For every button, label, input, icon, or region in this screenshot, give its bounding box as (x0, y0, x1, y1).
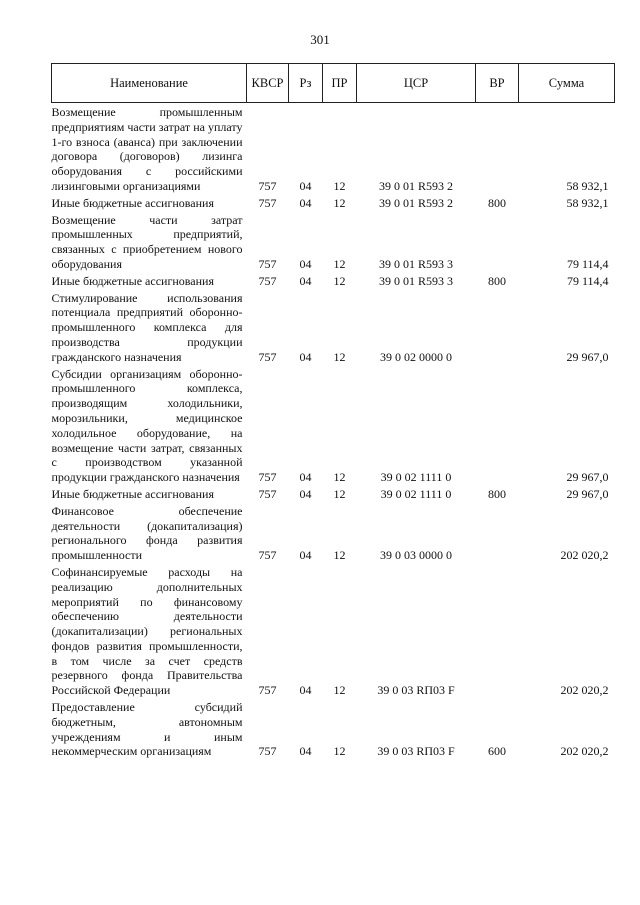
cell-csr: 39 0 02 1111 0 (380, 470, 452, 485)
table-row (52, 211, 615, 272)
page-number: 301 (310, 32, 330, 47)
cell-pr: 12 (333, 349, 346, 364)
cell-sum: 202 020,2 (560, 683, 609, 698)
cell-name: Предоставление субсидий бюджетным, автономным учреждениям и иным некоммерческим организациям (51, 700, 243, 759)
cell-rz: 04 (299, 486, 312, 501)
table-header (52, 64, 615, 103)
cell-name: Субсидии организациям оборонно-промышленного комплекса, производящим холодильники, морозильники, медицинское холодильное оборудование, на возмещение части затрат, связанных с производством указанной продукции гражданского назначения (51, 366, 243, 485)
cell-vr (476, 502, 519, 563)
cell-name: Финансовое обеспечение деятельности (докапитализация) регионального фонда развития промышленности (51, 503, 243, 563)
cell-sum: 29 967,0 (566, 349, 609, 364)
cell-rz: 04 (299, 470, 312, 485)
table-row (52, 103, 615, 194)
cell-csr: 39 0 01 R593 2 (378, 195, 453, 210)
cell-kvsr: 757 (258, 470, 277, 485)
cell-name: Иные бюджетные ассигнования (51, 195, 214, 210)
cell-vr: 800 (488, 486, 506, 501)
cell-csr: 39 0 01 R593 2 (378, 178, 453, 193)
header-name: Наименование (52, 64, 247, 103)
header-row (52, 64, 615, 103)
cell-csr: 39 0 03 0000 0 (380, 548, 452, 563)
table-row (52, 194, 615, 211)
cell-pr: 12 (333, 683, 346, 698)
header-kvsr: КВСР (247, 64, 289, 103)
cell-pr: 12 (333, 273, 346, 288)
cell-pr: 12 (333, 256, 346, 271)
table-row (52, 365, 615, 485)
cell-kvsr: 757 (258, 178, 277, 193)
cell-kvsr: 757 (258, 683, 277, 698)
cell-vr: 800 (488, 195, 506, 210)
cell-vr (476, 365, 519, 485)
cell-sum: 29 967,0 (566, 470, 609, 485)
header-sum: Сумма (519, 64, 615, 103)
header-csr: ЦСР (357, 64, 476, 103)
budget-table-container (51, 63, 614, 759)
cell-name: Софинансируемые расходы на реализацию дополнительных мероприятий по финансовому обеспечению деятельности (докапитализации) региональных фондов развития промышленности, в том числе за счет средств резервного фонда Правительства Российской Федерации (51, 564, 243, 698)
cell-pr: 12 (333, 744, 346, 759)
cell-kvsr: 757 (258, 548, 277, 563)
cell-rz: 04 (299, 178, 312, 193)
cell-kvsr: 757 (258, 744, 277, 759)
cell-rz: 04 (299, 683, 312, 698)
cell-sum: 202 020,2 (560, 548, 609, 563)
table-row (52, 272, 615, 289)
cell-csr: 39 0 01 R593 3 (378, 256, 453, 271)
cell-rz: 04 (299, 273, 312, 288)
cell-pr: 12 (333, 178, 346, 193)
cell-pr: 12 (333, 548, 346, 563)
cell-vr (476, 289, 519, 365)
cell-name: Иные бюджетные ассигнования (51, 486, 214, 501)
table-body (52, 103, 615, 760)
cell-rz: 04 (299, 744, 312, 759)
header-pr: ПР (323, 64, 357, 103)
cell-rz: 04 (299, 256, 312, 271)
cell-sum: 58 932,1 (566, 178, 609, 193)
table-row (52, 289, 615, 365)
table-row (52, 563, 615, 698)
cell-name: Стимулирование использования потенциала предприятий оборонно-промышленного комплекса для производства продукции гражданского назначения (51, 290, 243, 364)
cell-sum: 79 114,4 (566, 256, 609, 271)
cell-pr: 12 (333, 486, 346, 501)
cell-rz: 04 (299, 349, 312, 364)
cell-kvsr: 757 (258, 256, 277, 271)
cell-kvsr: 757 (258, 273, 277, 288)
cell-pr: 12 (333, 470, 346, 485)
cell-kvsr: 757 (258, 195, 277, 210)
cell-rz: 04 (299, 195, 312, 210)
cell-vr (476, 563, 519, 698)
cell-csr: 39 0 03 RП03 F (377, 744, 455, 759)
cell-vr (476, 211, 519, 272)
cell-rz: 04 (299, 548, 312, 563)
table-row (52, 485, 615, 502)
cell-kvsr: 757 (258, 486, 277, 501)
table-row (52, 698, 615, 759)
table-row (52, 502, 615, 563)
cell-name: Возмещение части затрат промышленных предприятий, связанных с приобретением нового оборудования (51, 212, 243, 271)
cell-name: Иные бюджетные ассигнования (51, 273, 214, 288)
cell-vr (476, 103, 519, 194)
cell-name: Возмещение промышленным предприятиям части затрат на уплату 1-го взноса (аванса) при заключении договора (договоров) лизинга оборудования с российскими лизинговыми организациями (51, 105, 243, 193)
cell-vr: 800 (488, 273, 506, 288)
cell-csr: 39 0 02 0000 0 (380, 349, 452, 364)
cell-sum: 202 020,2 (560, 744, 609, 759)
cell-csr: 39 0 02 1111 0 (380, 486, 452, 501)
cell-vr: 600 (488, 744, 506, 759)
cell-sum: 79 114,4 (566, 273, 609, 288)
cell-kvsr: 757 (258, 349, 277, 364)
header-vr: ВР (476, 64, 519, 103)
budget-table (51, 63, 615, 759)
cell-csr: 39 0 01 R593 3 (378, 273, 453, 288)
cell-pr: 12 (333, 195, 346, 210)
cell-sum: 58 932,1 (566, 195, 609, 210)
cell-csr: 39 0 03 RП03 F (377, 683, 455, 698)
header-rz: Рз (289, 64, 323, 103)
cell-sum: 29 967,0 (566, 486, 609, 501)
